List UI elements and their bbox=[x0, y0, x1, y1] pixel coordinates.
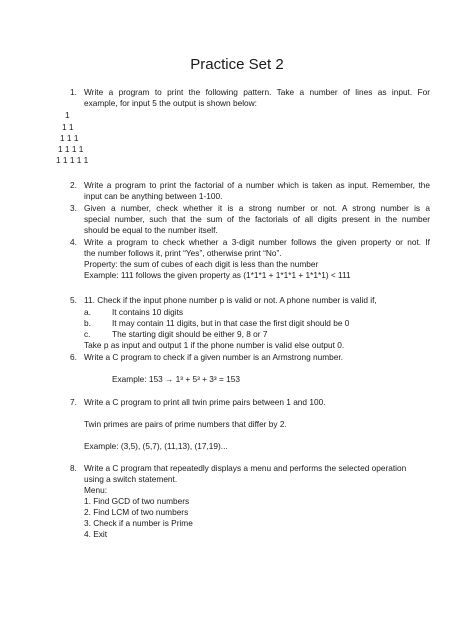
menu-title: Menu: bbox=[84, 485, 108, 495]
q5-sub-b-label: b. bbox=[84, 318, 91, 328]
pattern-line-2: 1 1 bbox=[62, 122, 74, 132]
q5-tail: Take p as input and output 1 if the phone number is valid else output 0. bbox=[84, 340, 345, 350]
q6-line: Write a C program to check if a given number is an Armstrong number. bbox=[84, 352, 344, 362]
q7-desc: Twin primes are pairs of prime numbers that differ by 2. bbox=[84, 419, 287, 429]
q5-sub-c-text: The starting digit should be either 9, 8 or 7 bbox=[112, 329, 268, 339]
menu-item-1: 1. Find GCD of two numbers bbox=[84, 496, 190, 506]
q1-number: 1. bbox=[70, 87, 77, 97]
q4-number: 4. bbox=[70, 237, 77, 247]
q3-line-2: special number, such that the sum of the factorials of all digits present in the number bbox=[84, 214, 430, 224]
q1-line-2: example, for input 5 the output is shown below: bbox=[84, 98, 257, 108]
q8-line-2: using a switch statement. bbox=[84, 474, 178, 484]
page-title: Practice Set 2 bbox=[190, 56, 284, 73]
q7-line: Write a C program to print all twin prime pairs between 1 and 100. bbox=[84, 397, 326, 407]
q7-example: Example: (3,5), (5,7), (11,13), (17,19)... bbox=[84, 441, 228, 451]
q2-line-1: Write a program to print the factorial of a number which is taken as input. Remember, the bbox=[84, 180, 430, 190]
q8-number: 8. bbox=[70, 463, 77, 473]
q5-sub-a-text: It contains 10 digits bbox=[112, 307, 184, 317]
q3-number: 3. bbox=[70, 203, 77, 213]
q5-line: 11. Check if the input phone number p is valid or not. A phone number is valid if, bbox=[84, 295, 377, 305]
pattern-line-1: 1 bbox=[65, 110, 70, 120]
q6-example: Example: 153 → 1³ + 5³ + 3³ = 153 bbox=[112, 374, 240, 384]
pattern-line-5: 1 1 1 1 1 bbox=[56, 155, 89, 165]
q3-line-1: Given a number, check whether it is a strong number or not. A strong number is a bbox=[84, 203, 430, 213]
menu-item-4: 4. Exit bbox=[84, 529, 108, 539]
q5-number: 5. bbox=[70, 295, 77, 305]
menu-item-3: 3. Check if a number is Prime bbox=[84, 518, 193, 528]
q3-line-3: should be equal to the number itself. bbox=[84, 225, 218, 235]
q4-line-3: Property: the sum of cubes of each digit is less than the number bbox=[84, 259, 319, 269]
q4-line-4: Example: 111 follows the given property as (1*1*1 + 1*1*1 + 1*1*1) < 111 bbox=[84, 270, 351, 280]
q5-sub-c-label: c. bbox=[84, 329, 91, 339]
q4-line-1: Write a program to check whether a 3-digit number follows the given property or not. If bbox=[84, 237, 430, 247]
q5-sub-a-label: a. bbox=[84, 307, 91, 317]
pattern-line-4: 1 1 1 1 bbox=[58, 144, 84, 154]
q2-number: 2. bbox=[70, 180, 77, 190]
q2-line-2: input can be anything between 1-100. bbox=[84, 191, 223, 201]
menu-item-2: 2. Find LCM of two numbers bbox=[84, 507, 189, 517]
q6-number: 6. bbox=[70, 352, 77, 362]
q8-line-1: Write a C program that repeatedly displays a menu and performs the selected operation bbox=[84, 463, 407, 473]
pattern-line-3: 1 1 1 bbox=[60, 133, 79, 143]
q1-line-1: Write a program to print the following pattern. Take a number of lines as input. For bbox=[84, 87, 430, 97]
q7-number: 7. bbox=[70, 397, 77, 407]
q5-sub-b-text: It may contain 11 digits, but in that case the first digit should be 0 bbox=[112, 318, 350, 328]
q4-line-2: the number follows it, print “Yes”, otherwise print “No”. bbox=[84, 248, 282, 258]
